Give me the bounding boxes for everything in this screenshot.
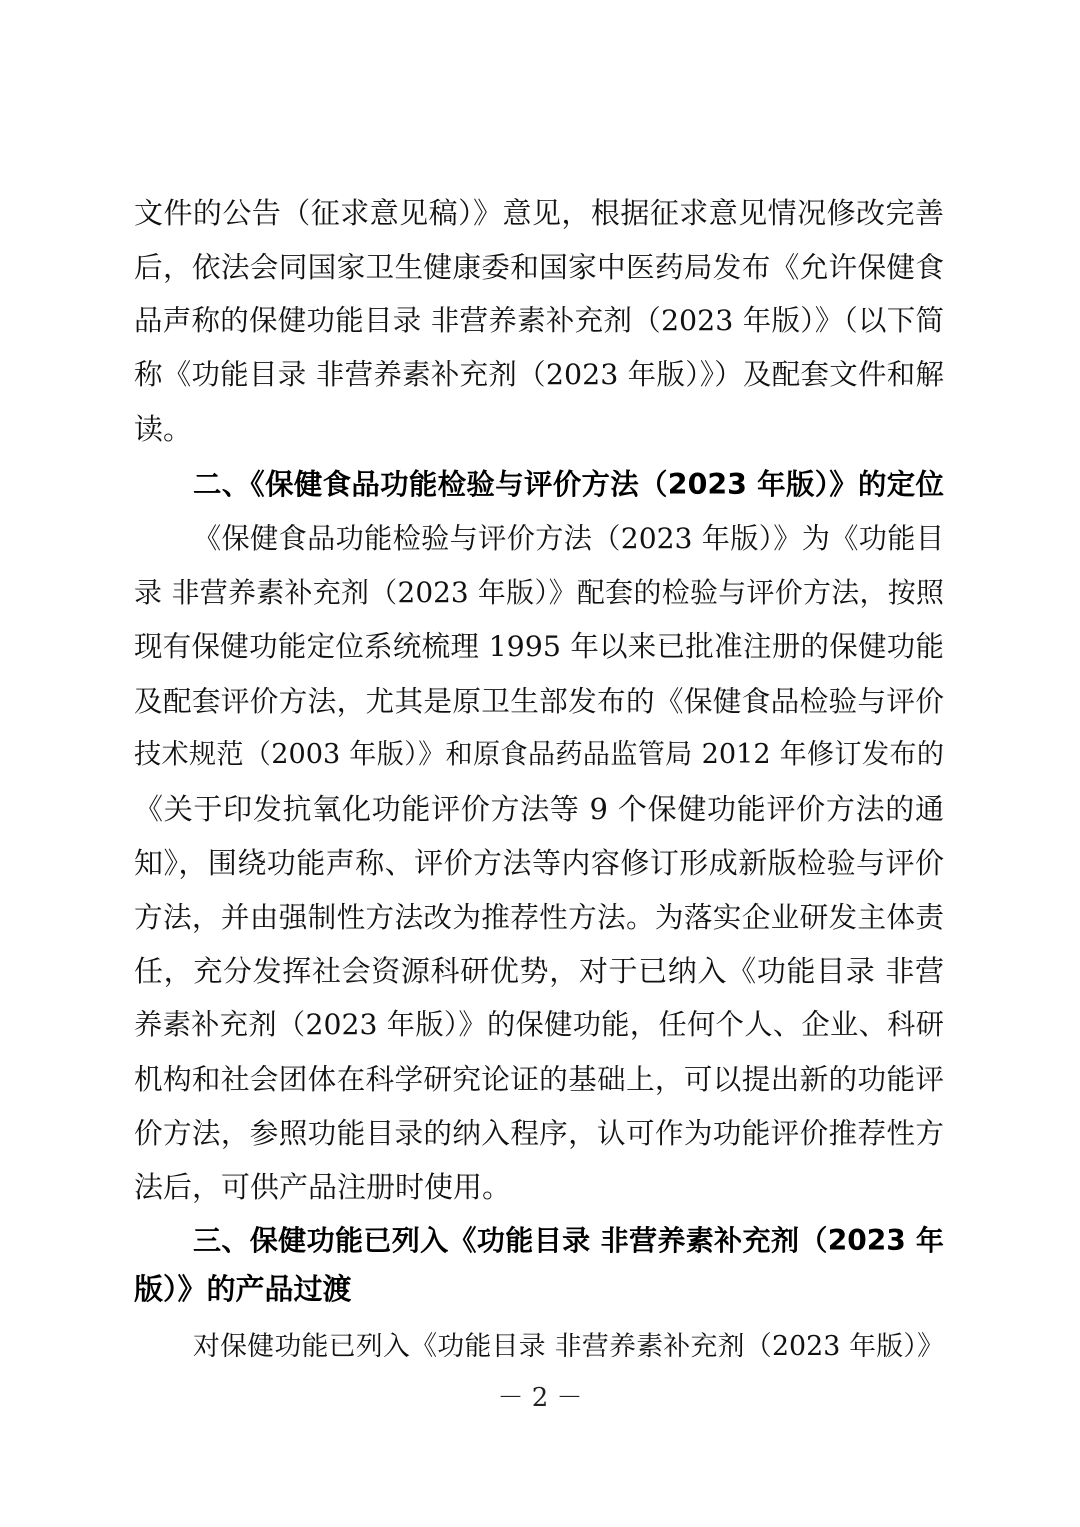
paragraph-3-line-1: 对保健功能已列入《功能目录 非营养素补充剂（2023 年版）》 <box>193 1331 944 1362</box>
paragraph-1-line-1: 文件的公告（征求意见稿）》意见，根据征求意见情况修改完善 <box>134 196 944 230</box>
paragraph-2-line-13: 法后，可供产品注册时使用。 <box>134 1170 512 1204</box>
paragraph-1-line-4: 称《功能目录 非营养素补充剂（2023 年版）》）及配套文件和解 <box>134 358 944 391</box>
paragraph-2-line-10: 养素补充剂（2023 年版）》的保健功能，任何个人、企业、科研 <box>134 1008 944 1041</box>
page-number: － 2 － <box>497 1383 583 1413</box>
paragraph-2-line-11: 机构和社会团体在科学研究论证的基础上，可以提出新的功能评 <box>134 1062 944 1096</box>
paragraph-2-line-2: 录 非营养素补充剂（2023 年版）》配套的检验与评价方法，按照 <box>134 576 944 609</box>
section-2-heading: 二、《保健食品功能检验与评价方法（2023 年版）》的定位 <box>193 468 944 501</box>
paragraph-2-line-12: 价方法，参照功能目录的纳入程序，认可作为功能评价推荐性方 <box>134 1116 944 1150</box>
section-3-heading-line-2: 版）》的产品过渡 <box>134 1272 352 1306</box>
section-3-heading-line-1: 三、保健功能已列入《功能目录 非营养素补充剂（2023 年 <box>193 1224 944 1257</box>
paragraph-1-line-2: 后，依法会同国家卫生健康委和国家中医药局发布《允许保健食 <box>134 250 944 284</box>
paragraph-2-line-7: 知》，围绕功能声称、评价方法等内容修订形成新版检验与评价 <box>134 846 944 880</box>
paragraph-2-line-5: 技术规范（2003 年版）》和原食品药品监管局 2012 年修订发布的 <box>134 739 944 770</box>
paragraph-1-line-3: 品声称的保健功能目录 非营养素补充剂（2023 年版）》（以下简 <box>134 304 944 337</box>
paragraph-1-line-5: 读。 <box>134 412 193 446</box>
paragraph-2-line-9: 任，充分发挥社会资源科研优势，对于已纳入《功能目录 非营 <box>134 954 944 988</box>
paragraph-2-line-8: 方法，并由强制性方法改为推荐性方法。为落实企业研发主体责 <box>134 900 944 934</box>
paragraph-2-line-1: 《保健食品功能检验与评价方法（2023 年版）》为《功能目 <box>193 522 944 555</box>
paragraph-2-line-4: 及配套评价方法，尤其是原卫生部发布的《保健食品检验与评价 <box>134 684 944 718</box>
paragraph-2-line-6: 《关于印发抗氧化功能评价方法等 9 个保健功能评价方法的通 <box>134 792 944 826</box>
paragraph-2-line-3: 现有保健功能定位系统梳理 1995 年以来已批准注册的保健功能 <box>134 630 944 663</box>
